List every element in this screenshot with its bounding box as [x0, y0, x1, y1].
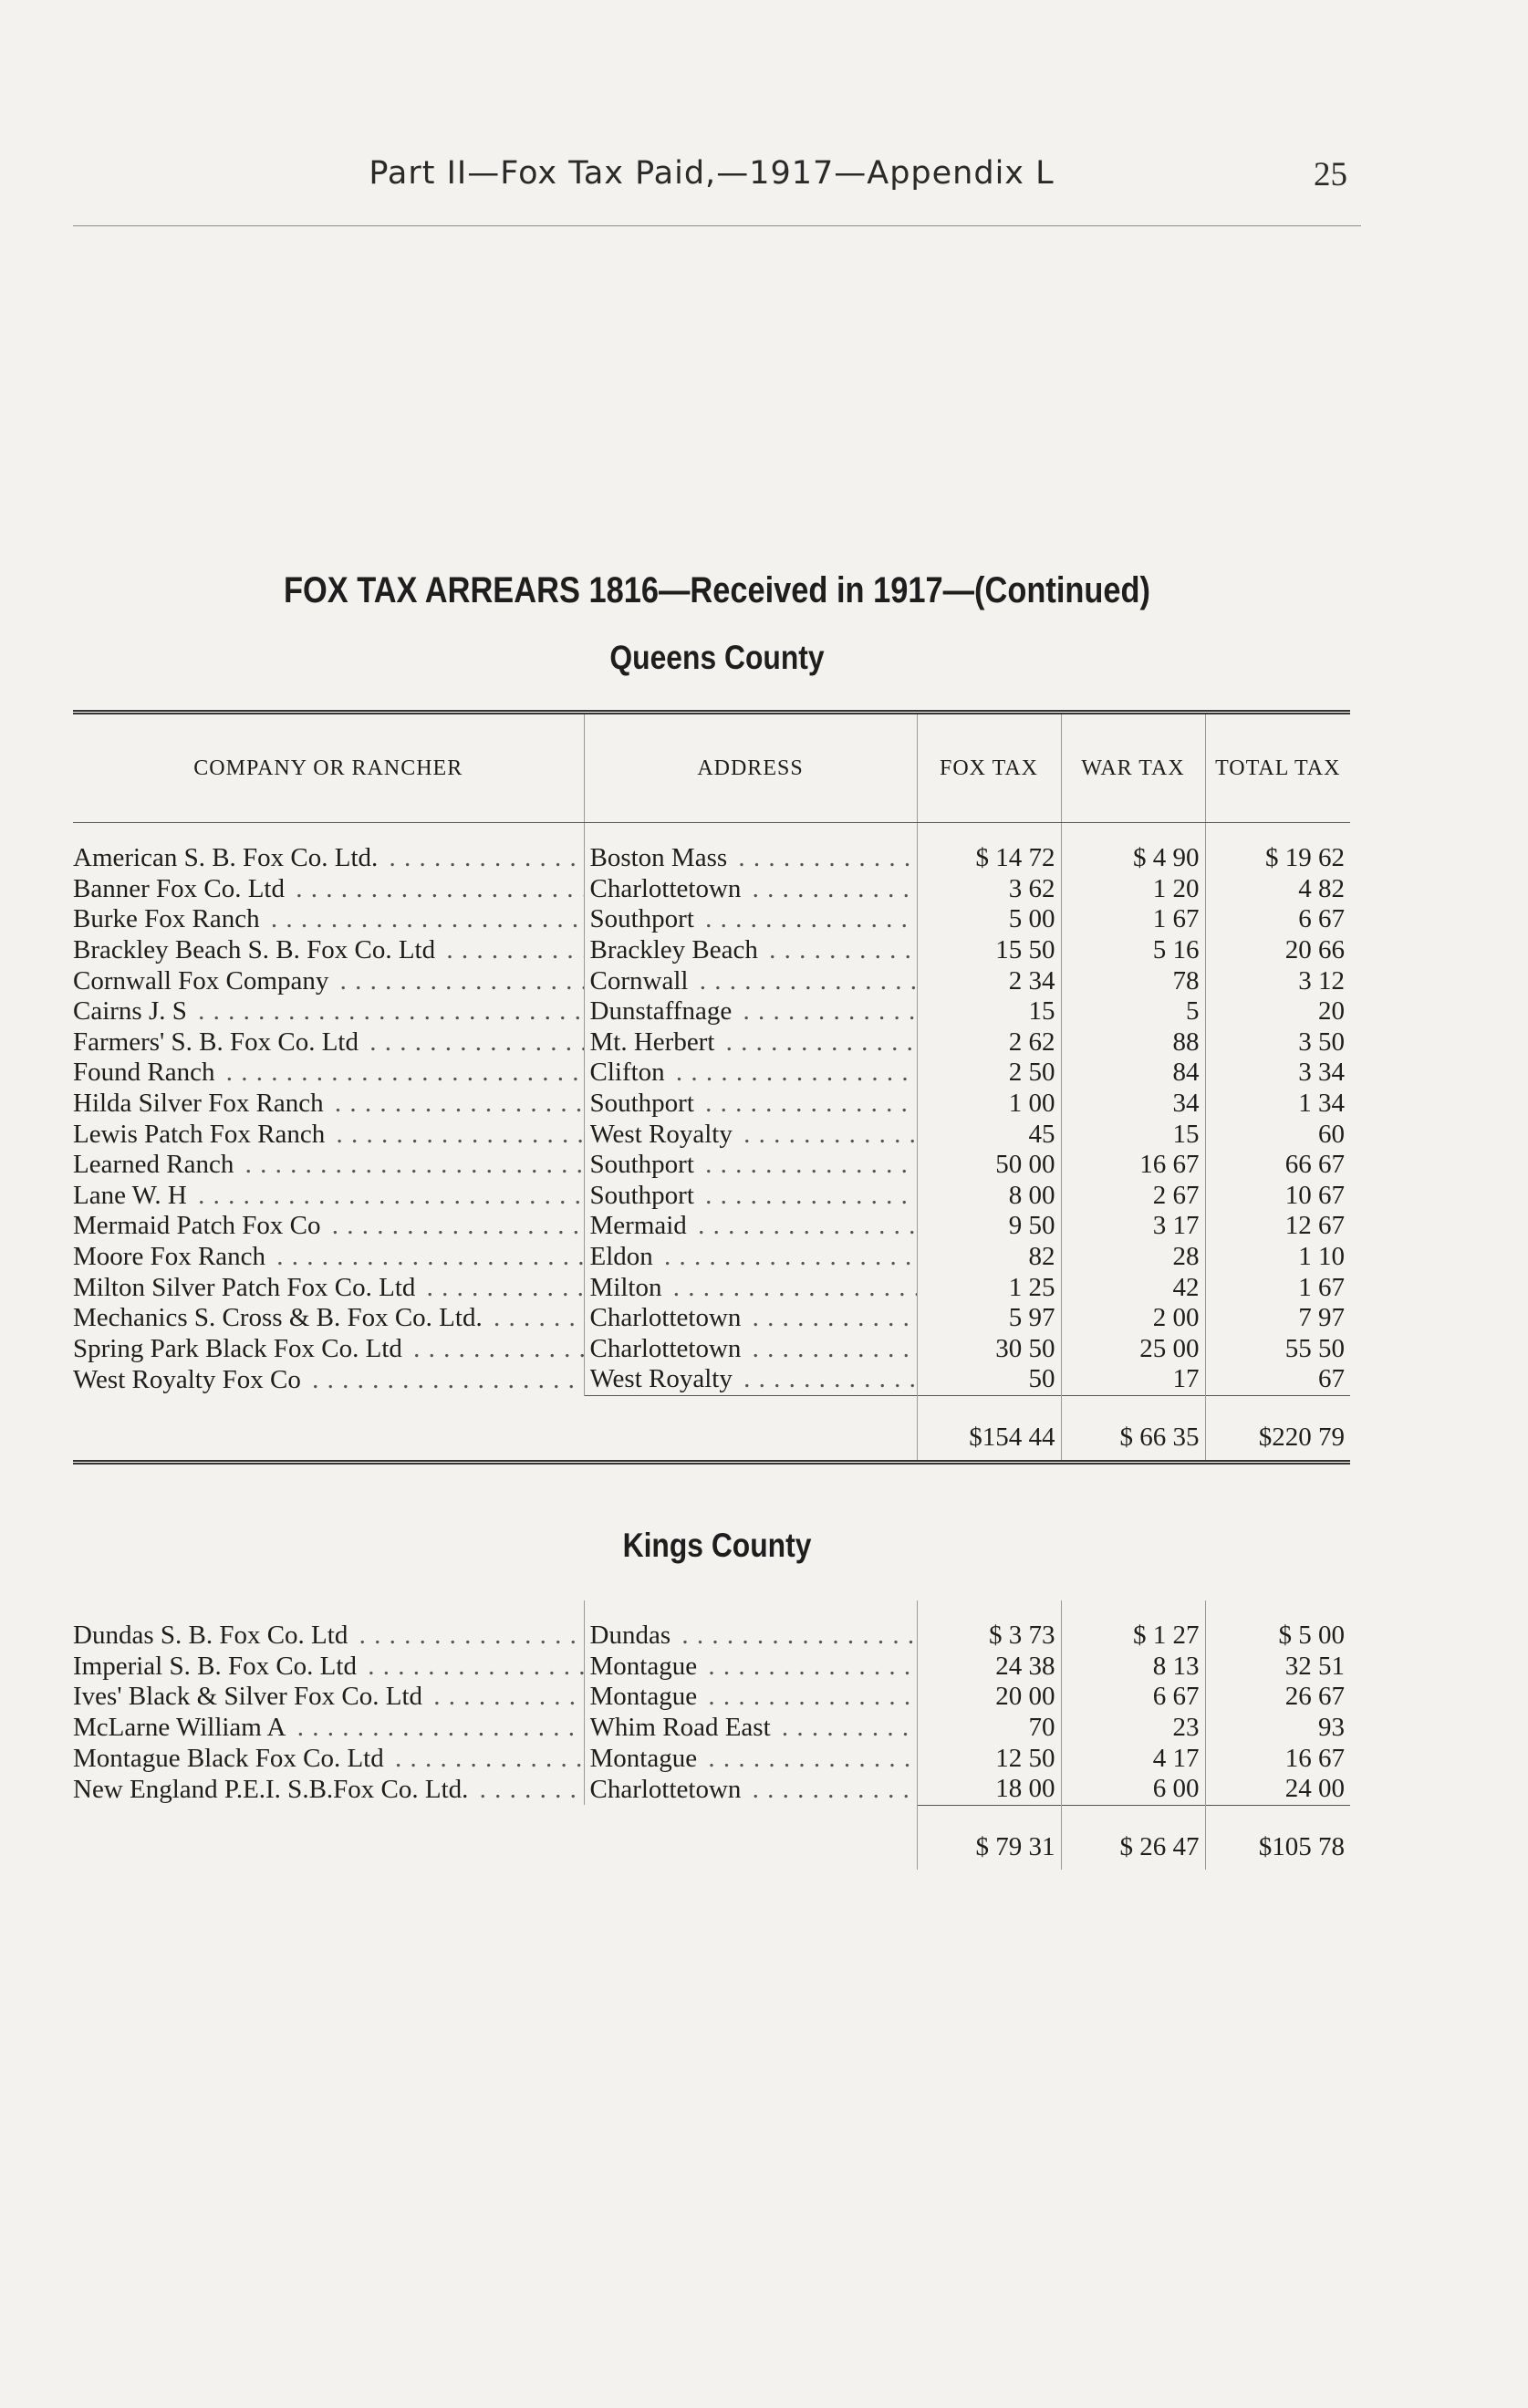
address-cell — [584, 1211, 917, 1242]
address-text: Charlottetown — [590, 1775, 745, 1804]
company-text: Hilda Silver Fox Ranch — [73, 1089, 327, 1118]
company-cell — [73, 1089, 584, 1120]
address-cell — [584, 935, 917, 966]
column-header-address: ADDRESS — [584, 713, 917, 823]
total-tax-cell: 55 50 — [1284, 1333, 1345, 1363]
table-row — [73, 1774, 1350, 1805]
war-tax-cell: $ 1 27 — [1061, 1600, 1205, 1652]
war-tax-cell: 34 — [1061, 1089, 1205, 1120]
company-text: Ives' Black & Silver Fox Co. Ltd — [73, 1682, 426, 1711]
address-text: Milton — [590, 1273, 666, 1302]
address-cell — [584, 874, 917, 905]
table-row — [73, 874, 1350, 905]
fox-tax-cell: 3 62 — [917, 874, 1061, 905]
company-cell — [73, 1600, 584, 1652]
total-tax-cell: 20 66 — [1284, 935, 1345, 965]
table-row — [73, 1089, 1350, 1120]
table-row — [73, 1600, 1350, 1652]
address-text: Whim Road East — [590, 1713, 774, 1742]
address-text: Brackley Beach — [590, 935, 762, 964]
company-text: Mechanics S. Cross & B. Fox Co. Ltd. — [73, 1303, 486, 1332]
address-cell — [584, 965, 917, 996]
company-cell — [73, 1211, 584, 1242]
war-tax-cell: $ 4 90 — [1061, 823, 1205, 874]
company-cell — [73, 1058, 584, 1089]
company-cell — [73, 1774, 584, 1805]
address-text: Eldon — [590, 1242, 657, 1271]
table-row — [73, 1058, 1350, 1089]
table-row — [73, 904, 1350, 935]
company-cell — [73, 1181, 584, 1212]
totals-blank — [73, 1805, 584, 1870]
company-text: West Royalty Fox Co — [73, 1365, 305, 1394]
fox-tax-total: $ 79 31 — [917, 1805, 1061, 1870]
total-tax-total: $220 79 — [1205, 1395, 1350, 1462]
war-tax-cell: 2 00 — [1061, 1303, 1205, 1334]
address-cell — [584, 1058, 917, 1089]
total-tax-cell: 66 67 — [1284, 1150, 1345, 1180]
total-tax-cell: 24 00 — [1284, 1774, 1345, 1804]
company-cell — [73, 874, 584, 905]
total-tax-cell: 32 51 — [1284, 1651, 1345, 1681]
table-row — [73, 1652, 1350, 1683]
column-header-fox-tax: FOX TAX — [917, 713, 1061, 823]
war-tax-cell: 4 17 — [1061, 1743, 1205, 1774]
fox-tax-cell: $ 14 72 — [917, 823, 1061, 874]
page-title: FOX TAX ARREARS 1816—Received in 1917—(Continued) — [283, 570, 1151, 610]
fox-tax-cell: 2 34 — [917, 965, 1061, 996]
war-tax-cell: 23 — [1061, 1713, 1205, 1744]
company-cell — [73, 904, 584, 935]
address-text: Southport — [590, 1150, 698, 1179]
table-row — [73, 1334, 1350, 1365]
total-tax-cell: 1 34 — [1298, 1089, 1345, 1119]
company-cell — [73, 1027, 584, 1058]
war-tax-cell: 8 13 — [1061, 1652, 1205, 1683]
header-rule — [73, 225, 1361, 226]
fox-tax-cell: 18 00 — [917, 1774, 1061, 1805]
table-row — [73, 1743, 1350, 1774]
address-cell — [584, 1119, 917, 1150]
company-text: American S. B. Fox Co. Ltd. — [73, 843, 381, 872]
fox-tax-cell: $ 3 73 — [917, 1600, 1061, 1652]
war-tax-cell: 6 00 — [1061, 1774, 1205, 1805]
table-row — [73, 1150, 1350, 1181]
fox-tax-cell: 50 — [917, 1364, 1061, 1395]
company-cell — [73, 1682, 584, 1713]
table-row — [73, 1027, 1350, 1058]
address-text: Montague — [590, 1744, 702, 1773]
company-cell — [73, 1713, 584, 1744]
company-cell — [73, 1119, 584, 1150]
total-tax-cell: 1 10 — [1298, 1242, 1345, 1272]
totals-blank — [584, 1395, 917, 1462]
kings-county-heading: Kings County — [622, 1527, 812, 1564]
address-cell — [584, 1652, 917, 1683]
address-text: Southport — [590, 904, 698, 933]
address-cell — [584, 1150, 917, 1181]
address-text: Mermaid — [590, 1211, 691, 1240]
running-head: Part II—Fox Tax Paid,—1917—Appendix L — [369, 155, 1055, 192]
company-text: Spring Park Black Fox Co. Ltd — [73, 1334, 406, 1363]
total-tax-cell: $ 5 00 — [1278, 1621, 1345, 1651]
war-tax-cell: 16 67 — [1061, 1150, 1205, 1181]
war-tax-cell: 5 — [1061, 996, 1205, 1027]
war-tax-cell: 42 — [1061, 1272, 1205, 1303]
war-tax-cell: 88 — [1061, 1027, 1205, 1058]
company-text: Cornwall Fox Company — [73, 966, 332, 996]
address-cell — [584, 1272, 917, 1303]
war-tax-cell: 6 67 — [1061, 1682, 1205, 1713]
total-tax-cell: 10 67 — [1284, 1180, 1345, 1210]
fox-tax-cell: 24 38 — [917, 1652, 1061, 1683]
queens-county-heading: Queens County — [609, 639, 825, 676]
address-text: Dundas — [590, 1621, 675, 1650]
company-text: Lane W. H — [73, 1181, 191, 1210]
fox-tax-cell: 15 50 — [917, 935, 1061, 966]
company-text: New England P.E.I. S.B.Fox Co. Ltd. — [73, 1775, 472, 1804]
table-row — [73, 996, 1350, 1027]
fox-tax-cell: 9 50 — [917, 1211, 1061, 1242]
table-row — [73, 1119, 1350, 1150]
fox-tax-cell: 8 00 — [917, 1181, 1061, 1212]
war-tax-cell: 1 67 — [1061, 904, 1205, 935]
war-tax-cell: 25 00 — [1061, 1334, 1205, 1365]
war-tax-cell: 5 16 — [1061, 935, 1205, 966]
company-cell — [73, 1334, 584, 1365]
table-row — [73, 1364, 1350, 1395]
company-cell — [73, 1242, 584, 1273]
total-tax-cell: 6 67 — [1298, 904, 1345, 934]
company-text: Burke Fox Ranch — [73, 904, 264, 933]
address-text: West Royalty — [590, 1364, 736, 1393]
company-cell — [73, 1150, 584, 1181]
address-cell — [584, 1713, 917, 1744]
address-cell — [584, 1600, 917, 1652]
company-text: Moore Fox Ranch — [73, 1242, 269, 1271]
war-tax-cell: 15 — [1061, 1119, 1205, 1150]
company-cell — [73, 1652, 584, 1683]
address-text: Mt. Herbert — [590, 1027, 719, 1057]
company-cell — [73, 823, 584, 874]
company-cell — [73, 1364, 584, 1395]
fox-tax-cell: 2 62 — [917, 1027, 1061, 1058]
address-text: Boston Mass — [590, 843, 732, 872]
table-row — [73, 1713, 1350, 1744]
total-tax-cell: 26 67 — [1284, 1682, 1345, 1712]
war-tax-cell: 17 — [1061, 1364, 1205, 1395]
total-tax-cell: 60 — [1318, 1119, 1345, 1149]
total-tax-cell: 1 67 — [1298, 1272, 1345, 1302]
company-cell — [73, 965, 584, 996]
address-text: Southport — [590, 1089, 698, 1118]
address-cell — [584, 1303, 917, 1334]
company-text: Learned Ranch — [73, 1150, 237, 1179]
address-cell — [584, 1364, 917, 1395]
fox-tax-cell: 45 — [917, 1119, 1061, 1150]
fox-tax-cell: 1 25 — [917, 1272, 1061, 1303]
table-row — [73, 1272, 1350, 1303]
fox-tax-cell: 12 50 — [917, 1743, 1061, 1774]
address-cell — [584, 1682, 917, 1713]
address-cell — [584, 904, 917, 935]
total-tax-cell: 3 50 — [1298, 1027, 1345, 1057]
address-text: Montague — [590, 1682, 702, 1711]
war-tax-cell: 2 67 — [1061, 1181, 1205, 1212]
fox-tax-cell: 50 00 — [917, 1150, 1061, 1181]
fox-tax-cell: 1 00 — [917, 1089, 1061, 1120]
company-cell — [73, 1743, 584, 1774]
company-cell — [73, 1303, 584, 1334]
fox-tax-cell: 2 50 — [917, 1058, 1061, 1089]
company-cell — [73, 1272, 584, 1303]
company-text: Imperial S. B. Fox Co. Ltd — [73, 1652, 360, 1681]
total-tax-cell: 4 82 — [1298, 873, 1345, 903]
address-text: Charlottetown — [590, 1334, 745, 1363]
total-tax-cell: 3 12 — [1298, 965, 1345, 996]
fox-tax-cell: 5 97 — [917, 1303, 1061, 1334]
company-text: Found Ranch — [73, 1058, 218, 1087]
fox-tax-cell: 82 — [917, 1242, 1061, 1273]
fox-tax-total: $154 44 — [917, 1395, 1061, 1462]
address-cell — [584, 1743, 917, 1774]
address-text: Dunstaffnage — [590, 996, 736, 1026]
company-text: Mermaid Patch Fox Co — [73, 1211, 324, 1240]
totals-blank — [584, 1805, 917, 1870]
total-tax-total: $105 78 — [1205, 1805, 1350, 1870]
address-text: Clifton — [590, 1058, 669, 1087]
address-text: Southport — [590, 1181, 698, 1210]
queens-county-table — [73, 710, 1350, 1465]
company-text: Banner Fox Co. Ltd — [73, 874, 288, 903]
company-text: Brackley Beach S. B. Fox Co. Ltd — [73, 935, 439, 964]
table-row — [73, 1181, 1350, 1212]
war-tax-cell: 84 — [1061, 1058, 1205, 1089]
company-cell — [73, 996, 584, 1027]
address-cell — [584, 1027, 917, 1058]
address-cell — [584, 1181, 917, 1212]
company-text: Farmers' S. B. Fox Co. Ltd — [73, 1027, 362, 1057]
address-text: Charlottetown — [590, 1303, 745, 1332]
address-cell — [584, 1242, 917, 1273]
address-cell — [584, 1089, 917, 1120]
address-cell — [584, 1334, 917, 1365]
war-tax-cell: 78 — [1061, 965, 1205, 996]
war-tax-cell: 3 17 — [1061, 1211, 1205, 1242]
fox-tax-cell: 30 50 — [917, 1334, 1061, 1365]
address-cell — [584, 996, 917, 1027]
address-cell — [584, 823, 917, 874]
war-tax-cell: 1 20 — [1061, 874, 1205, 905]
fox-tax-cell: 70 — [917, 1713, 1061, 1744]
page-number: 25 — [1314, 156, 1347, 193]
company-text: Lewis Patch Fox Ranch — [73, 1120, 328, 1149]
address-text: Charlottetown — [590, 874, 745, 903]
company-text: Cairns J. S — [73, 996, 191, 1026]
war-tax-total: $ 66 35 — [1061, 1395, 1205, 1462]
company-text: Milton Silver Patch Fox Co. Ltd — [73, 1273, 419, 1302]
table-row — [73, 823, 1350, 874]
company-text: Montague Black Fox Co. Ltd — [73, 1744, 388, 1773]
table-row — [73, 1682, 1350, 1713]
address-text: Montague — [590, 1652, 702, 1681]
table-row — [73, 965, 1350, 996]
total-tax-cell: 67 — [1318, 1364, 1345, 1394]
total-tax-cell: 20 — [1318, 996, 1345, 1027]
kings-county-table — [73, 1600, 1350, 1870]
column-header-company: COMPANY OR RANCHER — [73, 713, 584, 823]
total-tax-cell: 7 97 — [1298, 1303, 1345, 1333]
address-text: West Royalty — [590, 1120, 736, 1149]
fox-tax-cell: 20 00 — [917, 1682, 1061, 1713]
table-row — [73, 1303, 1350, 1334]
table-header-row — [73, 713, 1350, 823]
table-row — [73, 1211, 1350, 1242]
totals-blank — [73, 1395, 584, 1462]
fox-tax-cell: 5 00 — [917, 904, 1061, 935]
war-tax-total: $ 26 47 — [1061, 1805, 1205, 1870]
total-tax-cell: $ 19 62 — [1265, 843, 1345, 873]
totals-row — [73, 1395, 1350, 1462]
company-text: McLarne William A — [73, 1713, 289, 1742]
totals-row — [73, 1805, 1350, 1870]
column-header-total-tax: TOTAL TAX — [1205, 713, 1350, 823]
total-tax-cell: 12 67 — [1284, 1211, 1345, 1241]
total-tax-cell: 93 — [1318, 1713, 1345, 1743]
address-text: Cornwall — [590, 966, 692, 996]
company-cell — [73, 935, 584, 966]
table-row — [73, 935, 1350, 966]
address-cell — [584, 1774, 917, 1805]
column-header-war-tax: WAR TAX — [1061, 713, 1205, 823]
company-text: Dundas S. B. Fox Co. Ltd — [73, 1621, 351, 1650]
table-row — [73, 1242, 1350, 1273]
fox-tax-cell: 15 — [917, 996, 1061, 1027]
total-tax-cell: 16 67 — [1284, 1743, 1345, 1773]
total-tax-cell: 3 34 — [1298, 1058, 1345, 1088]
war-tax-cell: 28 — [1061, 1242, 1205, 1273]
